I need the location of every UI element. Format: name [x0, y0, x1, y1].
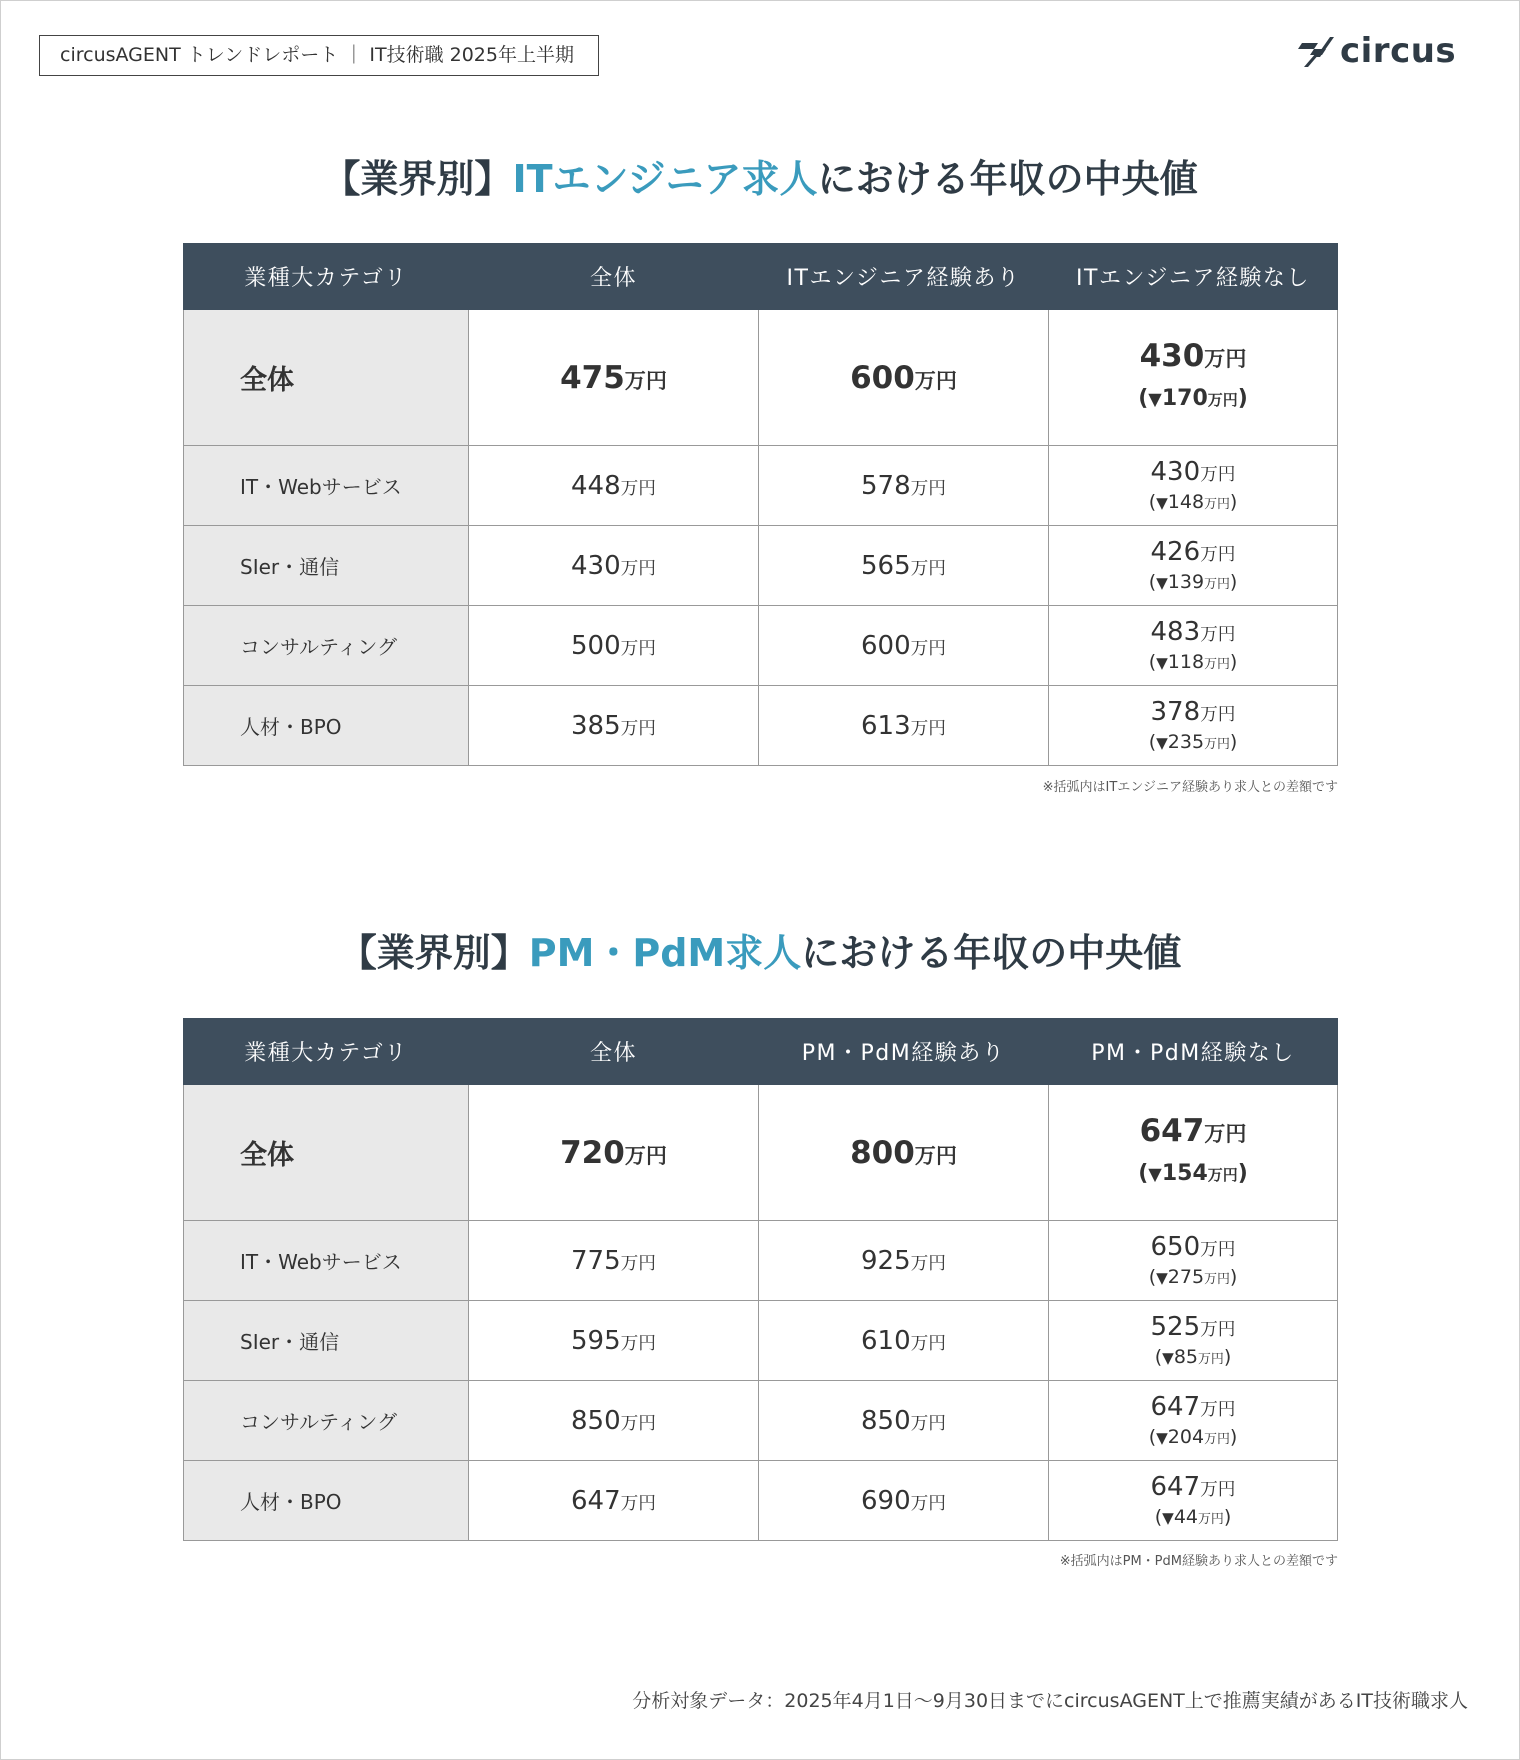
table-header-row	[184, 1019, 1338, 1085]
title-prefix: 【業界別】	[322, 157, 513, 201]
difference-value: (▼170万円)	[1138, 385, 1248, 411]
table-row	[184, 446, 1338, 526]
pm-pdm-salary-table	[183, 1018, 1338, 1541]
title-suffix: における年収の中央値	[801, 931, 1182, 975]
overall-cell: 850万円	[469, 1381, 759, 1461]
column-header-with-experience: PM・PdM経験あり	[759, 1019, 1049, 1085]
overall-cell: 385万円	[469, 686, 759, 766]
overall-cell: 430万円	[469, 526, 759, 606]
column-header-category: 業種大カテゴリ	[184, 1019, 469, 1085]
down-triangle-icon: ▼	[1156, 1268, 1168, 1287]
category-cell: コンサルティング	[184, 606, 469, 686]
down-triangle-icon: ▼	[1162, 1508, 1174, 1527]
table-header-row	[184, 244, 1338, 310]
overall-cell: 775万円	[469, 1221, 759, 1301]
down-triangle-icon: ▼	[1156, 733, 1168, 752]
with-experience-cell: 850万円	[759, 1381, 1049, 1461]
circus-logo-icon	[1296, 33, 1336, 69]
down-triangle-icon: ▼	[1156, 1428, 1168, 1447]
down-triangle-icon: ▼	[1156, 573, 1168, 592]
down-triangle-icon: ▼	[1162, 1348, 1174, 1367]
without-experience-cell: 647万円 (▼154万円)	[1049, 1085, 1338, 1221]
down-triangle-icon: ▼	[1148, 389, 1162, 410]
title-suffix: における年収の中央値	[817, 157, 1198, 201]
with-experience-cell: 600万円	[759, 310, 1049, 446]
title-accent: ITエンジニア求人	[512, 157, 818, 201]
column-header-without-experience: ITエンジニア経験なし	[1049, 244, 1338, 310]
difference-value: (▼154万円)	[1138, 1160, 1248, 1186]
with-experience-cell: 690万円	[759, 1461, 1049, 1541]
category-cell: SIer・通信	[184, 1301, 469, 1381]
table-row	[184, 526, 1338, 606]
overall-cell: 448万円	[469, 446, 759, 526]
category-cell: IT・Webサービス	[184, 446, 469, 526]
column-header-with-experience: ITエンジニア経験あり	[759, 244, 1049, 310]
without-experience-cell: 525万円 (▼85万円)	[1049, 1301, 1338, 1381]
category-cell: 人材・BPO	[184, 686, 469, 766]
table-row	[184, 1301, 1338, 1381]
without-experience-cell: 430万円 (▼170万円)	[1049, 310, 1338, 446]
without-experience-cell: 430万円 (▼148万円)	[1049, 446, 1338, 526]
down-triangle-icon: ▼	[1156, 653, 1168, 672]
without-experience-cell: 647万円 (▼204万円)	[1049, 1381, 1338, 1461]
column-header-without-experience: PM・PdM経験なし	[1049, 1019, 1338, 1085]
column-header-category: 業種大カテゴリ	[184, 244, 469, 310]
section-title-pm-pdm	[0, 922, 1520, 977]
difference-value: (▼139万円)	[1148, 570, 1238, 593]
without-experience-cell: 650万円 (▼275万円)	[1049, 1221, 1338, 1301]
with-experience-cell: 600万円	[759, 606, 1049, 686]
difference-value: (▼235万円)	[1148, 730, 1238, 753]
table-row	[184, 1461, 1338, 1541]
difference-value: (▼204万円)	[1148, 1425, 1238, 1448]
difference-value: (▼275万円)	[1148, 1265, 1238, 1288]
with-experience-cell: 578万円	[759, 446, 1049, 526]
category-cell: IT・Webサービス	[184, 1221, 469, 1301]
report-label: circusAGENT トレンドレポート ｜ IT技術職 2025年上半期	[39, 35, 599, 76]
title-accent: PM・PdM求人	[528, 931, 802, 975]
overall-cell: 595万円	[469, 1301, 759, 1381]
category-cell: 人材・BPO	[184, 1461, 469, 1541]
without-experience-cell: 647万円 (▼44万円)	[1049, 1461, 1338, 1541]
category-cell: 全体	[184, 310, 469, 446]
table-row	[184, 1085, 1338, 1221]
category-cell: 全体	[184, 1085, 469, 1221]
category-cell: コンサルティング	[184, 1381, 469, 1461]
down-triangle-icon: ▼	[1148, 1164, 1162, 1185]
with-experience-cell: 925万円	[759, 1221, 1049, 1301]
with-experience-cell: 610万円	[759, 1301, 1049, 1381]
title-prefix: 【業界別】	[338, 931, 529, 975]
column-header-overall: 全体	[469, 244, 759, 310]
data-source-note: 分析対象データ：2025年4月1日〜9月30日までにcircusAGENT上で推薦実績があるIT技術職求人	[632, 1690, 1468, 1712]
overall-cell: 475万円	[469, 310, 759, 446]
with-experience-cell: 800万円	[759, 1085, 1049, 1221]
with-experience-cell: 565万円	[759, 526, 1049, 606]
overall-cell: 647万円	[469, 1461, 759, 1541]
column-header-overall: 全体	[469, 1019, 759, 1085]
category-cell: SIer・通信	[184, 526, 469, 606]
without-experience-cell: 426万円 (▼139万円)	[1049, 526, 1338, 606]
table-row	[184, 1381, 1338, 1461]
overall-cell: 720万円	[469, 1085, 759, 1221]
table-row	[184, 606, 1338, 686]
without-experience-cell: 483万円 (▼118万円)	[1049, 606, 1338, 686]
with-experience-cell: 613万円	[759, 686, 1049, 766]
table-note: ※括弧内はITエンジニア経験あり求人との差額です	[1042, 780, 1338, 795]
difference-value: (▼85万円)	[1154, 1345, 1232, 1368]
overall-cell: 500万円	[469, 606, 759, 686]
section-title-it-engineer	[0, 148, 1520, 203]
circus-logo-text: circus	[1340, 31, 1457, 71]
difference-value: (▼148万円)	[1148, 490, 1238, 513]
circus-logo	[1296, 28, 1456, 74]
table-row	[184, 1221, 1338, 1301]
down-triangle-icon: ▼	[1156, 493, 1168, 512]
without-experience-cell: 378万円 (▼235万円)	[1049, 686, 1338, 766]
it-engineer-salary-table	[183, 243, 1338, 766]
table-note: ※括弧内はPM・PdM経験あり求人との差額です	[1059, 1554, 1338, 1569]
table-row	[184, 310, 1338, 446]
table-row	[184, 686, 1338, 766]
difference-value: (▼44万円)	[1154, 1505, 1232, 1528]
difference-value: (▼118万円)	[1148, 650, 1238, 673]
